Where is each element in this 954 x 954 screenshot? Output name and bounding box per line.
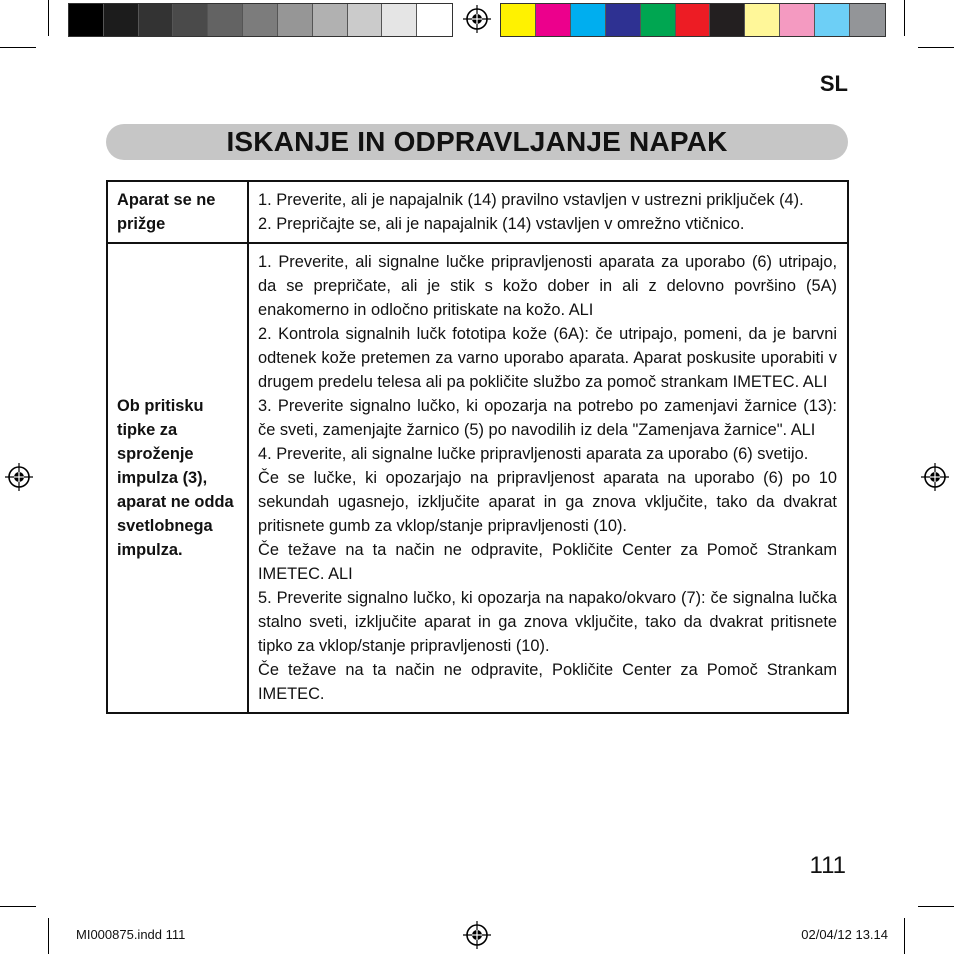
color-swatch	[501, 4, 536, 36]
footer-date-time: 02/04/12 13.14	[801, 927, 888, 942]
page-number: 111	[809, 852, 846, 879]
solution-step: 1. Preverite, ali je napajalnik (14) pravilno vstavljen v ustrezni priključek (4).	[258, 191, 804, 209]
crop-mark	[48, 918, 49, 954]
crop-mark	[0, 906, 36, 907]
crop-mark	[904, 0, 905, 36]
problem-cell: Ob pritisku tipke za sproženje impulza (3), aparat ne odda svetlobnega impulza.	[107, 243, 248, 713]
language-code: SL	[819, 71, 848, 96]
color-calibration-bar	[500, 3, 886, 37]
color-swatch	[606, 4, 641, 36]
solution-step: 3. Preverite signalno lučko, ki opozarja na potrebo po zamenjavi žarnice (13): če sveti, zamenjajte žarnico (5) po navodilih iz dela "Zamenjava žarnice". ALI	[258, 397, 837, 439]
color-swatch	[104, 4, 139, 36]
section-title-bar	[106, 124, 848, 160]
color-swatch	[641, 4, 676, 36]
color-swatch	[710, 4, 745, 36]
color-swatch	[815, 4, 850, 36]
footer-file-info: MI000875.indd 111	[76, 927, 186, 942]
color-swatch	[676, 4, 711, 36]
registration-mark-icon	[921, 463, 949, 491]
color-swatch	[382, 4, 417, 36]
table-row	[107, 181, 848, 243]
color-swatch	[780, 4, 815, 36]
color-swatch	[571, 4, 606, 36]
color-swatch	[850, 4, 885, 36]
solution-step: 2. Kontrola signalnih lučk fototipa kože (6A): če utripajo, pomeni, da je barvni odtenek kože pretemen za varno uporabo aparata. Aparat poskusite uporabiti v drugem predelu telesa ali pa pokličite službo za pomoč strankam IMETEC. ALI	[258, 325, 837, 391]
crop-mark	[918, 47, 954, 48]
crop-mark	[0, 47, 36, 48]
crop-mark	[48, 0, 49, 36]
solution-step: Če se lučke, ki opozarjajo na pripravljenost aparata na uporabo (6) po 10 sekundah ugasnejo, izključite aparat in ga znova vključite, tako da dvakrat pritisnete gumb za vklop/stanje pripravljenosti (10).	[258, 469, 837, 535]
troubleshooting-table	[106, 180, 849, 714]
solution-step: 1. Preverite, ali signalne lučke pripravljenosti aparata za uporabo (6) utripajo, da se prepričate, ali je stik s kožo dober in ali z delovno površino (5A) enakomerno in odločno pritiskate na kožo. ALI	[258, 253, 837, 319]
registration-mark-icon	[463, 921, 491, 949]
section-title: ISKANJE IN ODPRAVLJANJE NAPAK	[226, 126, 728, 157]
solution-step: 4. Preverite, ali signalne lučke pripravljenosti aparata za uporabo (6) svetijo.	[258, 445, 809, 463]
solution-step: 2. Prepričajte se, ali je napajalnik (14) vstavljen v omrežno vtičnico.	[258, 215, 745, 233]
color-swatch	[278, 4, 313, 36]
color-swatch	[348, 4, 383, 36]
registration-mark-icon	[463, 5, 491, 33]
gray-calibration-bar	[68, 3, 453, 37]
solution-step: Če težave na ta način ne odpravite, Pokličite Center za Pomoč Strankam IMETEC.	[258, 661, 837, 703]
color-swatch	[417, 4, 452, 36]
crop-mark	[918, 906, 954, 907]
color-swatch	[139, 4, 174, 36]
color-swatch	[208, 4, 243, 36]
registration-mark-icon	[5, 463, 33, 491]
color-swatch	[536, 4, 571, 36]
color-swatch	[173, 4, 208, 36]
solution-cell	[248, 181, 848, 243]
color-swatch	[313, 4, 348, 36]
color-swatch	[243, 4, 278, 36]
solution-cell	[248, 243, 848, 713]
problem-cell: Aparat se ne prižge	[107, 181, 248, 243]
color-swatch	[69, 4, 104, 36]
table-row	[107, 243, 848, 713]
crop-mark	[904, 918, 905, 954]
color-swatch	[745, 4, 780, 36]
solution-step: Če težave na ta način ne odpravite, Pokličite Center za Pomoč Strankam IMETEC. ALI	[258, 541, 837, 583]
solution-step: 5. Preverite signalno lučko, ki opozarja na napako/okvaro (7): če signalna lučka stalno sveti, izključite aparat in ga znova vključite, tako da dvakrat pritisnete tipko za vklop/stanje pripravljenosti (10).	[258, 589, 837, 655]
